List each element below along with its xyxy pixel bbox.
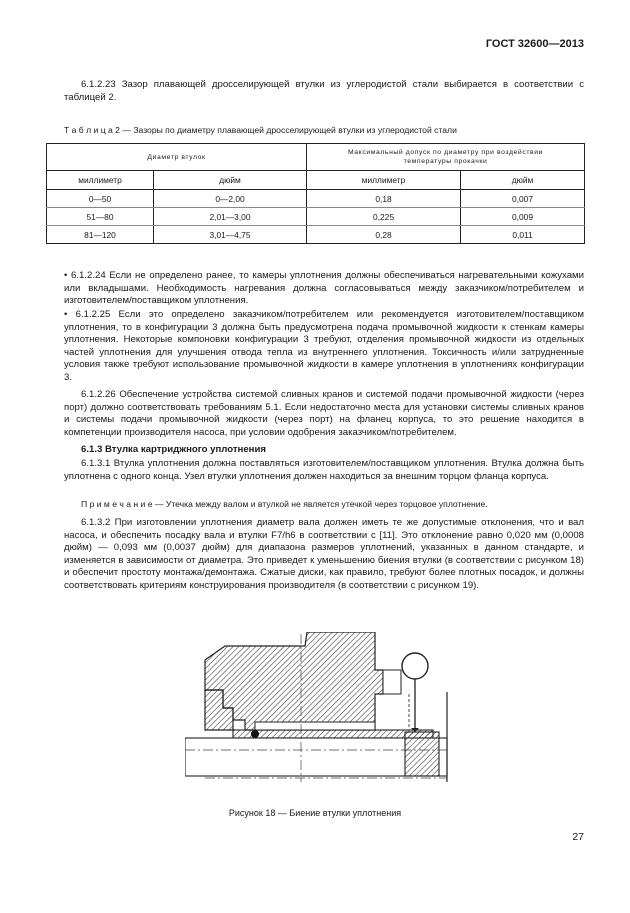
table-cell: 2,01—3,00 <box>154 208 307 226</box>
paragraph-6-1-2-26: 6.1.2.26 Обеспечение устройства системой сливных кранов и системой подачи промывочной жидкости (через порт) должно соответствовать требованиям 5.1. Если недостаточно места для установки системы сливных кранов и системы подачи промывочной жидкости (через порт) на фланец корпуса, то это решение находится в компетенции производителя насоса, при условии одобрения заказчиком/потребителем. <box>64 389 584 438</box>
table-cell: 0,18 <box>307 190 461 208</box>
table-cell: 0,28 <box>307 226 461 244</box>
table-cell: 0—50 <box>47 190 154 208</box>
figure-caption: Рисунок 18 — Биение втулки уплотнения <box>228 808 402 818</box>
table-cell: 0,007 <box>461 190 585 208</box>
table-cell: 0—2,00 <box>154 190 307 208</box>
paragraph-6-1-3-1: 6.1.3.1 Втулка уплотнения должна поставляться изготовителем/поставщиком уплотнения. Втулка должна быть уплотнена с одного конца. Узел втулки уплотнения должен находиться за внешним торцом фланца корпуса. <box>64 458 584 482</box>
table-header-diameter: Диаметр втулок <box>47 144 307 171</box>
table-cell: 0,009 <box>461 208 585 226</box>
dial-indicator <box>402 653 428 679</box>
section-heading-6-1-3: 6.1.3 Втулка картриджного уплотнения <box>81 444 266 455</box>
note: П р и м е ч а н и е — Утечка между валом и втулкой не является утечкой через торцовое уплотнение. <box>81 499 488 509</box>
paragraph-6-1-3-2: 6.1.3.2 При изготовлении уплотнения диаметр вала должен иметь те же допустимые отклонения, что и вал насоса, и обеспечить посадку вала и втулки F7/h6 в соответствии с [11]. Это отклонение равно 0,020 мм (0,0008 дюйм) — 0,093 мм (0,0037 дюйм) для диапазона размеров уплотнений, указанных в данном стандарте, и изменяется в зависимости от диаметра. Это приведет к уменьшению биения втулки (в соответствии с рисунком 18) и обеспечит простоту монтажа/демонтажа. Сжатые диски, как правило, требуют более плотных посадок, и должны соответствовать критериям конструирования производителя (в соответствии с рисунком 19). <box>64 517 584 591</box>
page-number: 27 <box>572 831 584 843</box>
clearance-table <box>46 143 585 244</box>
table-unit-inch: дюйм <box>461 171 585 190</box>
sleeve-hatch <box>233 730 433 738</box>
table-row <box>47 226 585 244</box>
table-unit-inch: дюйм <box>154 171 307 190</box>
document-header: ГОСТ 32600—2013 <box>485 38 584 50</box>
table-header-tolerance: Максимальный допуск по диаметру при воздействии температуры прокачки <box>307 144 585 171</box>
table-row <box>47 190 585 208</box>
table-cell: 0,225 <box>307 208 461 226</box>
sleeve-runout-figure <box>185 632 455 784</box>
table-unit-mm: миллиметр <box>307 171 461 190</box>
table-cell: 51—80 <box>47 208 154 226</box>
table-cell: 3,01—4,75 <box>154 226 307 244</box>
paragraph-6-1-2-25: • 6.1.2.25 Если это определено заказчиком/потребителем или рекомендуется изготовителем/поставщиком уплотнения, то в конфигурации 3 должна быть предусмотрена подача промывочной жидкости к стенкам камеры уплотнения. Некоторые компоновки конфигурации 3 требуют, отделения промывочной жидкости из отдельных частей уплотнения для улучшения отвода тепла из внутреннего уплотнения. Токсичность и/или затрудненные условия также требуют использование промывочной жидкости в камере уплотнения в уплотнениях конфигурации 3. <box>64 309 584 383</box>
table-unit-mm: миллиметр <box>47 171 154 190</box>
o-ring <box>251 730 259 738</box>
paragraph-6-1-2-23: 6.1.2.23 Зазор плавающей дросселирующей втулки из углеродистой стали выбирается в соответствии с таблицей 2. <box>64 79 584 103</box>
table-row <box>47 208 585 226</box>
paragraph-6-1-2-24: • 6.1.2.24 Если не определено ранее, то камеры уплотнения должны обеспечиваться нагревательными кожухами или вкладышами. Необходимость нагревания должна согласовываться между заказчиком/потребителем и изготовителем/поставщиком уплотнения. <box>64 270 584 307</box>
table-caption: Т а б л и ц а 2 — Зазоры по диаметру плавающей дросселирующей втулки из углеродистой стали <box>64 125 457 135</box>
table-cell: 0,011 <box>461 226 585 244</box>
table-cell: 81—120 <box>47 226 154 244</box>
